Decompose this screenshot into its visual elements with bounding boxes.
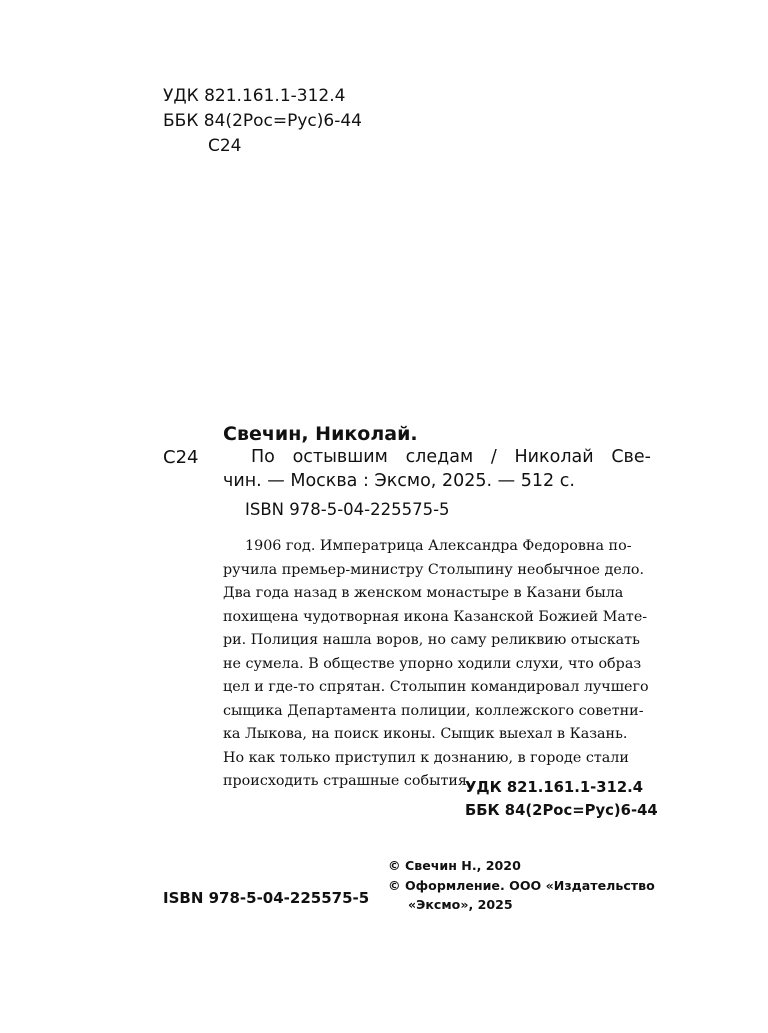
bib-word: Све- (611, 447, 651, 467)
bib-word: — (497, 471, 516, 491)
bottom-isbn: ISBN 978-5-04-225575-5 (163, 889, 370, 907)
header-udk-code: УДК 821.161.1-312.4 (163, 86, 346, 106)
annotation (223, 535, 651, 794)
bibliographic-description (223, 445, 651, 493)
catalog-isbn: ISBN 978-5-04-225575-5 (245, 500, 450, 519)
copyright-block (388, 856, 655, 915)
annotation-line: ручила премьер-министру Столыпину необычное дело. (223, 561, 645, 578)
catalog-author-heading: Свечин, Николай. (223, 423, 418, 445)
bib-line-2 (223, 469, 651, 493)
copyright-author: © Свечин Н., 2020 (388, 858, 521, 873)
catalog-author-mark: С24 (163, 447, 199, 468)
footer-udk-code: УДК 821.161.1-312.4 (465, 779, 644, 796)
bib-word: с. (559, 471, 575, 491)
annotation-line: Два года назад в женском монастыре в Казани была (223, 585, 624, 601)
header-bbk-code: ББК 84(2Рос=Рус)6-44 (163, 111, 362, 131)
header-classification-codes (163, 84, 362, 159)
bib-word: следам (405, 447, 474, 467)
annotation-line: ка Лыкова, на поиск иконы. Сыщик выехал в Казань. (223, 726, 628, 742)
annotation-line: Но как только приступил к дознанию, в городе стали (223, 749, 629, 766)
bib-word: остывшим (292, 447, 388, 467)
header-author-mark: С24 (208, 136, 242, 156)
annotation-line: сыщика Департамента полиции, коллежского советни- (223, 702, 644, 719)
bib-word: Москва (290, 471, 358, 491)
bib-word: Эксмо, (374, 471, 437, 491)
bib-line-1 (223, 445, 651, 469)
annotation-line: 1906 год. Императрица Александра Федоровна по- (245, 538, 632, 554)
bib-word: / (490, 447, 497, 467)
footer-bbk-code: ББК 84(2Рос=Рус)6-44 (465, 802, 658, 819)
annotation-line: ри. Полиция нашла воров, но саму реликвию отыскать (223, 632, 640, 648)
footer-classification-codes (465, 776, 658, 822)
copyright-design-line-1: © Оформление. ООО «Издательство (388, 877, 655, 893)
bib-word: По (251, 447, 275, 467)
annotation-line: похищена чудотворная икона Казанской Божией Мате- (223, 608, 648, 625)
bib-word: 512 (520, 471, 555, 491)
annotation-line: цел и где-то спрятан. Столыпин командировал лучшего (223, 679, 649, 695)
annotation-line: происходить страшные события. (223, 773, 472, 789)
bib-word: чин. (223, 471, 262, 491)
annotation-line: не сумела. В обществе упорно ходили слухи, что образ (223, 655, 642, 672)
bib-word: — (267, 471, 285, 491)
copyright-design-line-2: «Эксмо», 2025 (408, 897, 513, 912)
bib-word: Николай (514, 447, 594, 467)
bib-word: : (363, 471, 369, 491)
bib-word: 2025. (441, 471, 493, 491)
